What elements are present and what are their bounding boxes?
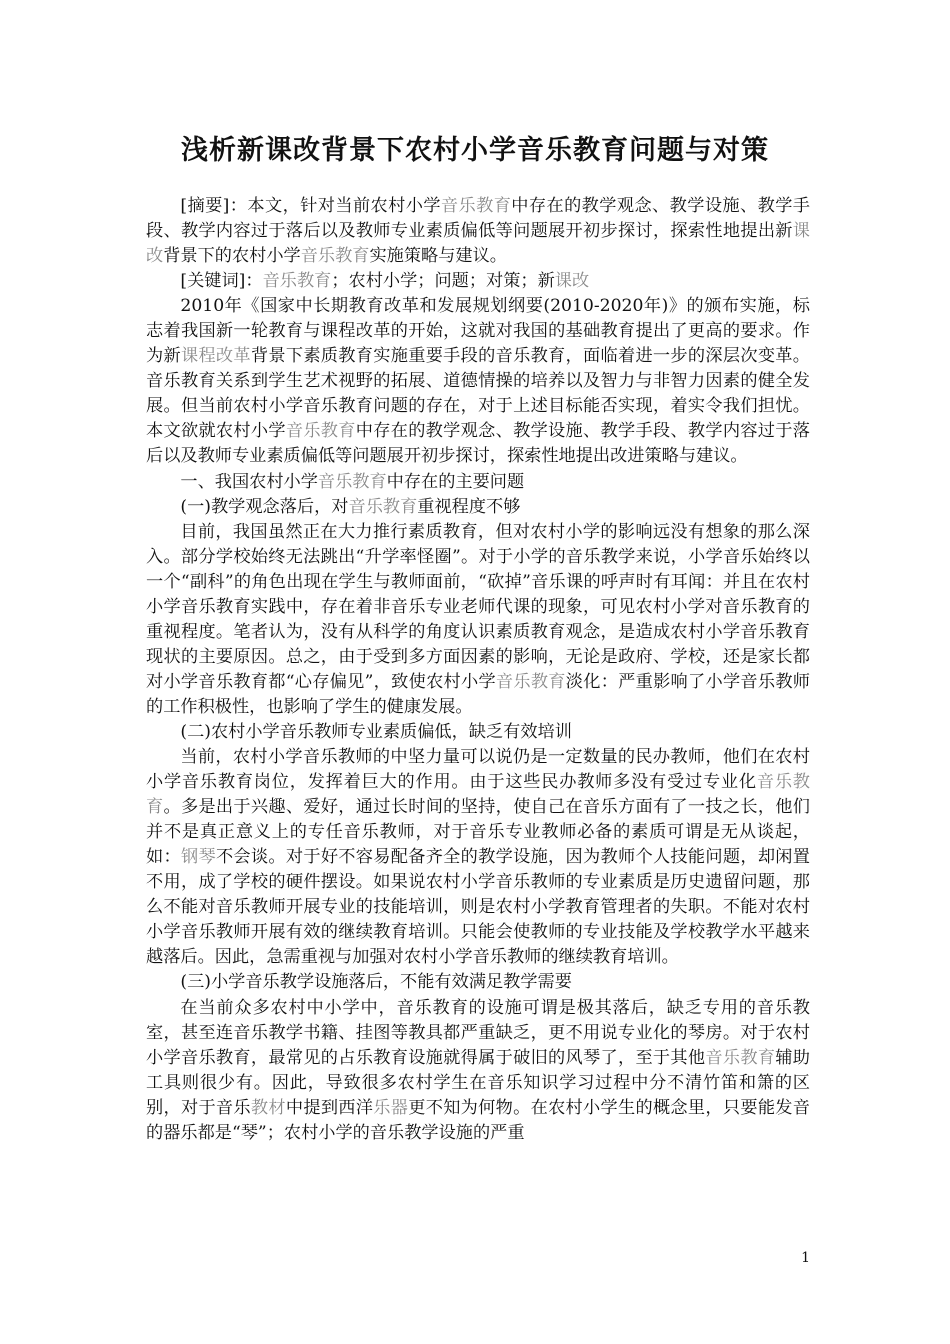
inline-link[interactable]: 音乐教育 xyxy=(705,1047,776,1068)
text-run: 辅助工具则很少有。因此，导致很多农村学生在音乐知识学习过程中分不清竹笛和箫的区别，对于音乐 xyxy=(146,1047,810,1118)
text-run: 背景下的农村小学 xyxy=(163,246,301,267)
para-3 xyxy=(146,996,810,1146)
text-run: 中存在的教学观念、教学设施、教学手段、教学内容过于落后以及教师专业素质偏低等问题展开初步探讨，探索性地提出改进策略与建议。 xyxy=(146,421,810,467)
text-run: 背景下素质教育实施重要手段的音乐教育，面临着进一步的深层次变革。音乐教育关系到学生艺术视野的拓展、道德情操的培养以及智力与非智力因素的健全发展。但当前农村小学音乐教育问题的存在，对于上述目标能否实现，着实令我们担忧。本文欲就农村小学 xyxy=(146,346,810,442)
text-run: 更不知为何物。在农村小学生的概念里，只要能发音的器乐都是“琴”；农村小学的音乐教学设施的严重 xyxy=(146,1097,810,1143)
text-run: 当前，农村小学音乐教师的中坚力量可以说仍是一定数量的民办教师，他们在农村小学音乐教育岗位，发挥着巨大的作用。由于这些民办教师多没有受过专业化 xyxy=(146,747,810,793)
inline-link[interactable]: 音乐教育 xyxy=(348,496,418,517)
inline-link[interactable]: 音乐教育 xyxy=(285,421,356,442)
subheading-2 xyxy=(146,720,810,745)
document-title: 浅析新课改背景下农村小学音乐教育问题与对策 xyxy=(181,135,769,166)
text-run: [关键词]： xyxy=(180,271,263,292)
subheading-1 xyxy=(146,495,810,520)
abstract xyxy=(146,194,810,269)
inline-link[interactable]: 音乐教育 xyxy=(495,671,566,692)
inline-link[interactable]: 音乐教育 xyxy=(262,271,332,292)
text-run: 不会谈。对于好不容易配备齐全的教学设施，因为教师个人技能问题，却闲置不用，成了学校的硬件摆设。如果说农村小学音乐教师的专业素质是历史遗留问题，那么不能对音乐教师开展专业的技能培训，则是农村小学教育管理者的失职。不能对农村小学音乐教师开展有效的继续教育培训。只能会使教师的专业技能及学校教学水平越来越落后。因此，急需重视与加强对农村小学音乐教师的继续教育培训。 xyxy=(146,847,810,968)
text-run: (一)教学观念落后，对 xyxy=(180,496,349,517)
inline-link[interactable]: 课改 xyxy=(554,271,590,292)
inline-link[interactable]: 音乐教育 xyxy=(300,246,370,267)
inline-link[interactable]: 教材 xyxy=(250,1097,286,1118)
text-run: 实施策略与建议。 xyxy=(369,246,507,267)
section-heading-1 xyxy=(146,470,810,495)
inline-link[interactable]: 音乐教育 xyxy=(317,471,387,492)
text-run: [摘要]：本文，针对当前农村小学 xyxy=(180,196,441,216)
text-run: 。多是出于兴趣、爱好，通过长时间的坚持，使自己在音乐方面有了一技之长，他们并不是真正意义上的专任音乐教师，对于音乐专业教师必备的素质可谓是无从谈起，如： xyxy=(146,797,810,868)
text-run: (三)小学音乐教学设施落后，不能有效满足教学需要 xyxy=(180,972,572,993)
inline-link[interactable]: 课改 xyxy=(146,221,810,267)
inline-link[interactable]: 课程改革 xyxy=(180,346,251,367)
text-run: 重视程度不够 xyxy=(417,496,521,517)
inline-link[interactable]: 音乐教育 xyxy=(146,772,810,818)
text-run: 中存在的主要问题 xyxy=(386,471,525,492)
text-run: (二)农村小学音乐教师专业素质偏低，缺乏有效培训 xyxy=(180,721,572,742)
text-run: 在当前众多农村中小学中，音乐教育的设施可谓是极其落后，缺乏专用的音乐教室，甚至连音乐教学书籍、挂图等教具都严重缺乏，更不用说专业化的琴房。对于农村小学音乐教育，最常见的占乐教育设施就得属于破旧的风琴了，至于其他 xyxy=(146,997,810,1068)
page-number: 1 xyxy=(801,1250,810,1266)
keywords xyxy=(146,269,810,294)
inline-link[interactable]: 音乐教育 xyxy=(440,196,512,216)
para-1 xyxy=(146,520,810,720)
inline-link[interactable]: 乐器 xyxy=(373,1097,409,1118)
inline-link[interactable]: 钢琴 xyxy=(180,847,216,868)
text-run: 目前，我国虽然正在大力推行素质教育，但对农村小学的影响远没有想象的那么深入。部分学校始终无法跳出“升学率怪圈”。对于小学的音乐教学来说，小学音乐始终以一个“副科”的角色出现在学生与教师面前，“砍掉”音乐课的呼声时有耳闻：并且在农村小学音乐教育实践中，存在着非音乐专业老师代课的现象，可见农村小学对音乐教育的重视程度。笔者认为，没有从科学的角度认识素质教育观念，是造成农村小学音乐教育现状的主要原因。总之，由于受到多方面因素的影响，无论是政府、学校，还是家长都对小学音乐教育都“心存偏见”，致使农村小学 xyxy=(146,521,810,692)
intro xyxy=(146,294,810,469)
subheading-3 xyxy=(146,970,810,995)
text-run: 2010年《国家中长期教育改革和发展规划纲要(2010-2020年)》的颁布实施，标志着我国新一轮教育与课程改革的开始，这就对我国的基础教育提出了更高的要求。作为新 xyxy=(146,296,810,367)
text-run: 一、我国农村小学 xyxy=(180,471,318,492)
text-run: 中提到西洋 xyxy=(285,1097,374,1118)
text-run: 淡化：严重影响了小学音乐教师的工作积极性，也影响了学生的健康发展。 xyxy=(146,671,810,717)
para-2 xyxy=(146,745,810,970)
document-body xyxy=(146,194,810,1146)
text-run: 中存在的教学观念、教学设施、教学手段、教学内容过于落后以及教师专业素质偏低等问题展开初步探讨，探索性地提出新 xyxy=(146,196,810,242)
text-run: ；农村小学；问题；对策；新 xyxy=(331,271,555,292)
